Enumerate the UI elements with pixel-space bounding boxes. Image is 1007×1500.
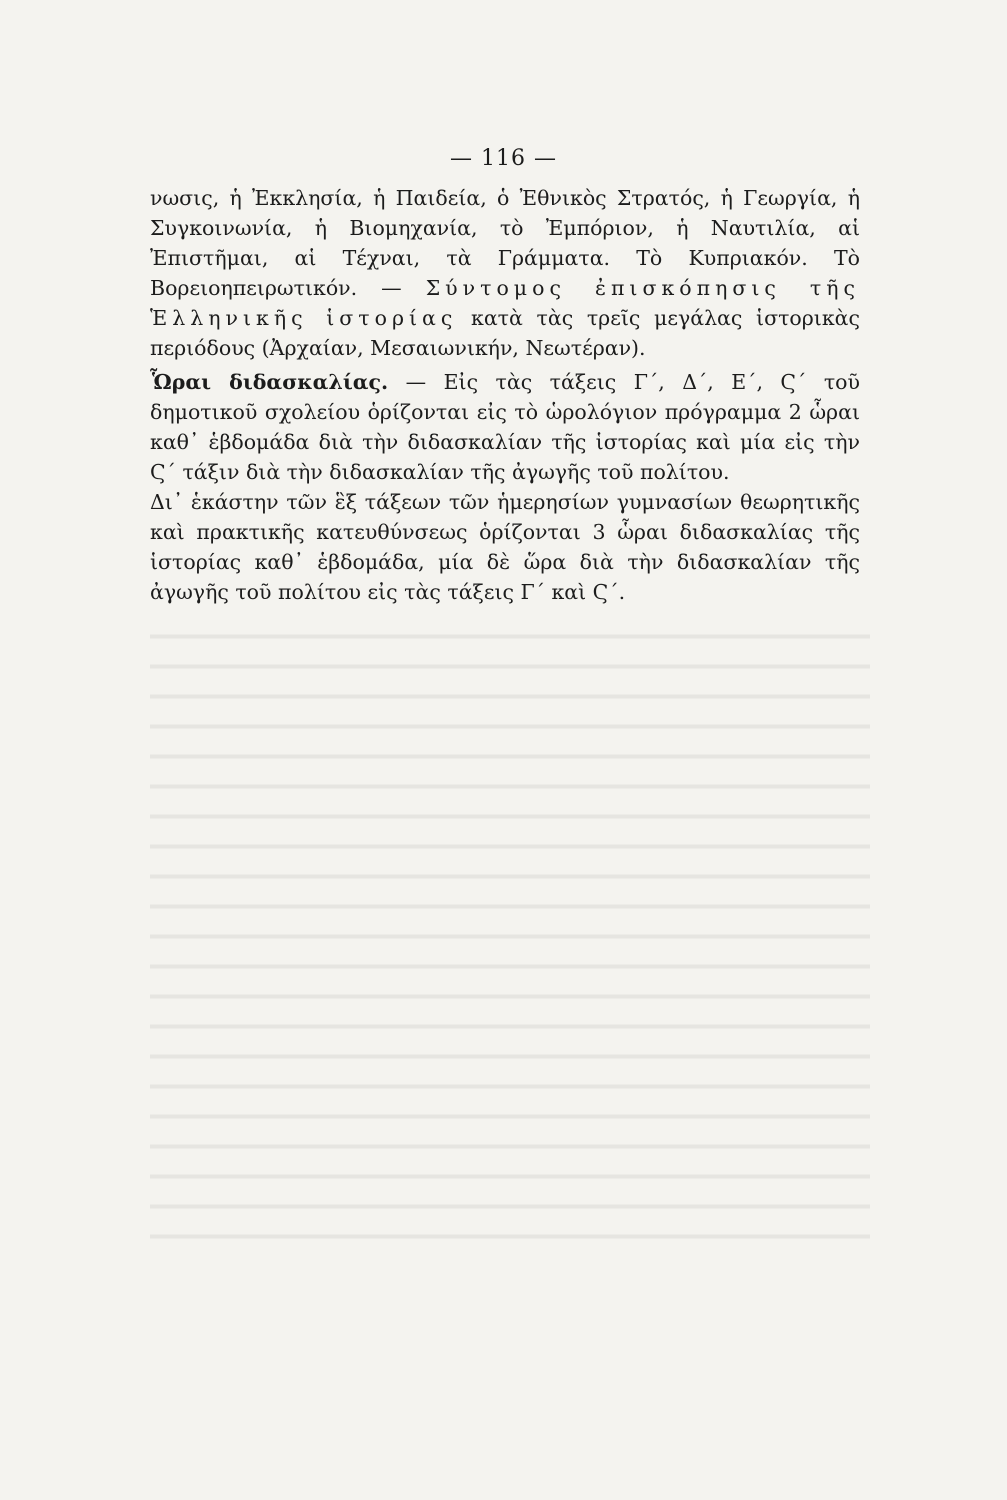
page-number: — 116 —: [450, 146, 557, 171]
teaching-hours-text: — Εἰς τὰς τάξεις Γ΄, Δ΄, Ε΄, Ϛ΄ τοῦ δημοτικοῦ σχολείου ὁρίζονται εἰς τὸ ὡρολόγιον πρόγραμμα 2 ὧραι καθ᾽ ἑβδομάδα διὰ τὴν διδασκαλίαν τῆς ἱστορίας καὶ μία εἰς τὴν Ϛ΄ τάξιν διὰ τὴν διδασκαλίαν τῆς ἀγωγῆς τοῦ πολίτου.: [150, 370, 860, 484]
paragraph-teaching-hours: [150, 367, 860, 487]
paragraph-gymnasium-hours: [150, 487, 860, 607]
paragraph-subjects-spaced-title: Σύντομος ἐπισκόπησις τῆς Ἑλληνικῆς ἱστορίας: [150, 276, 860, 330]
paragraph-subjects-tail: κατὰ τὰς τρεῖς μεγάλας ἱστορικὰς περιόδους (Ἀρχαίαν, Μεσαιωνικήν, Νεωτέραν).: [150, 306, 860, 360]
paragraph-subjects: [150, 183, 860, 363]
gymnasium-hours-text: Δι᾽ ἑκάστην τῶν ἓξ τάξεων τῶν ἡμερησίων γυμνασίων θεωρητικῆς καὶ πρακτικῆς κατευθύνσεως ὁρίζονται 3 ὧραι διδασκαλίας τῆς ἱστορίας καθ᾽ ἑβδομάδα, μία δὲ ὥρα διὰ τὴν διδασκαλίαν τῆς ἀγωγῆς τοῦ πολίτου εἰς τὰς τάξεις Γ΄ καὶ Ϛ΄.: [150, 490, 860, 604]
teaching-hours-heading: Ὧραι διδασκαλίας.: [150, 370, 389, 394]
paragraph-subjects-text: νωσις, ἡ Ἐκκλησία, ἡ Παιδεία, ὁ Ἐθνικὸς Στρατός, ἡ Γεωργία, ἡ Συγκοινωνία, ἡ Βιομηχανία, τὸ Ἐμπόριον, ἡ Ναυτιλία, αἱ Ἐπιστῆμαι, αἱ Τέχναι, τὰ Γράμματα. Τὸ Κυπριακόν. Τὸ Βορειοηπειρωτικόν. —: [150, 186, 860, 300]
show-through-text-texture: [150, 620, 870, 1240]
